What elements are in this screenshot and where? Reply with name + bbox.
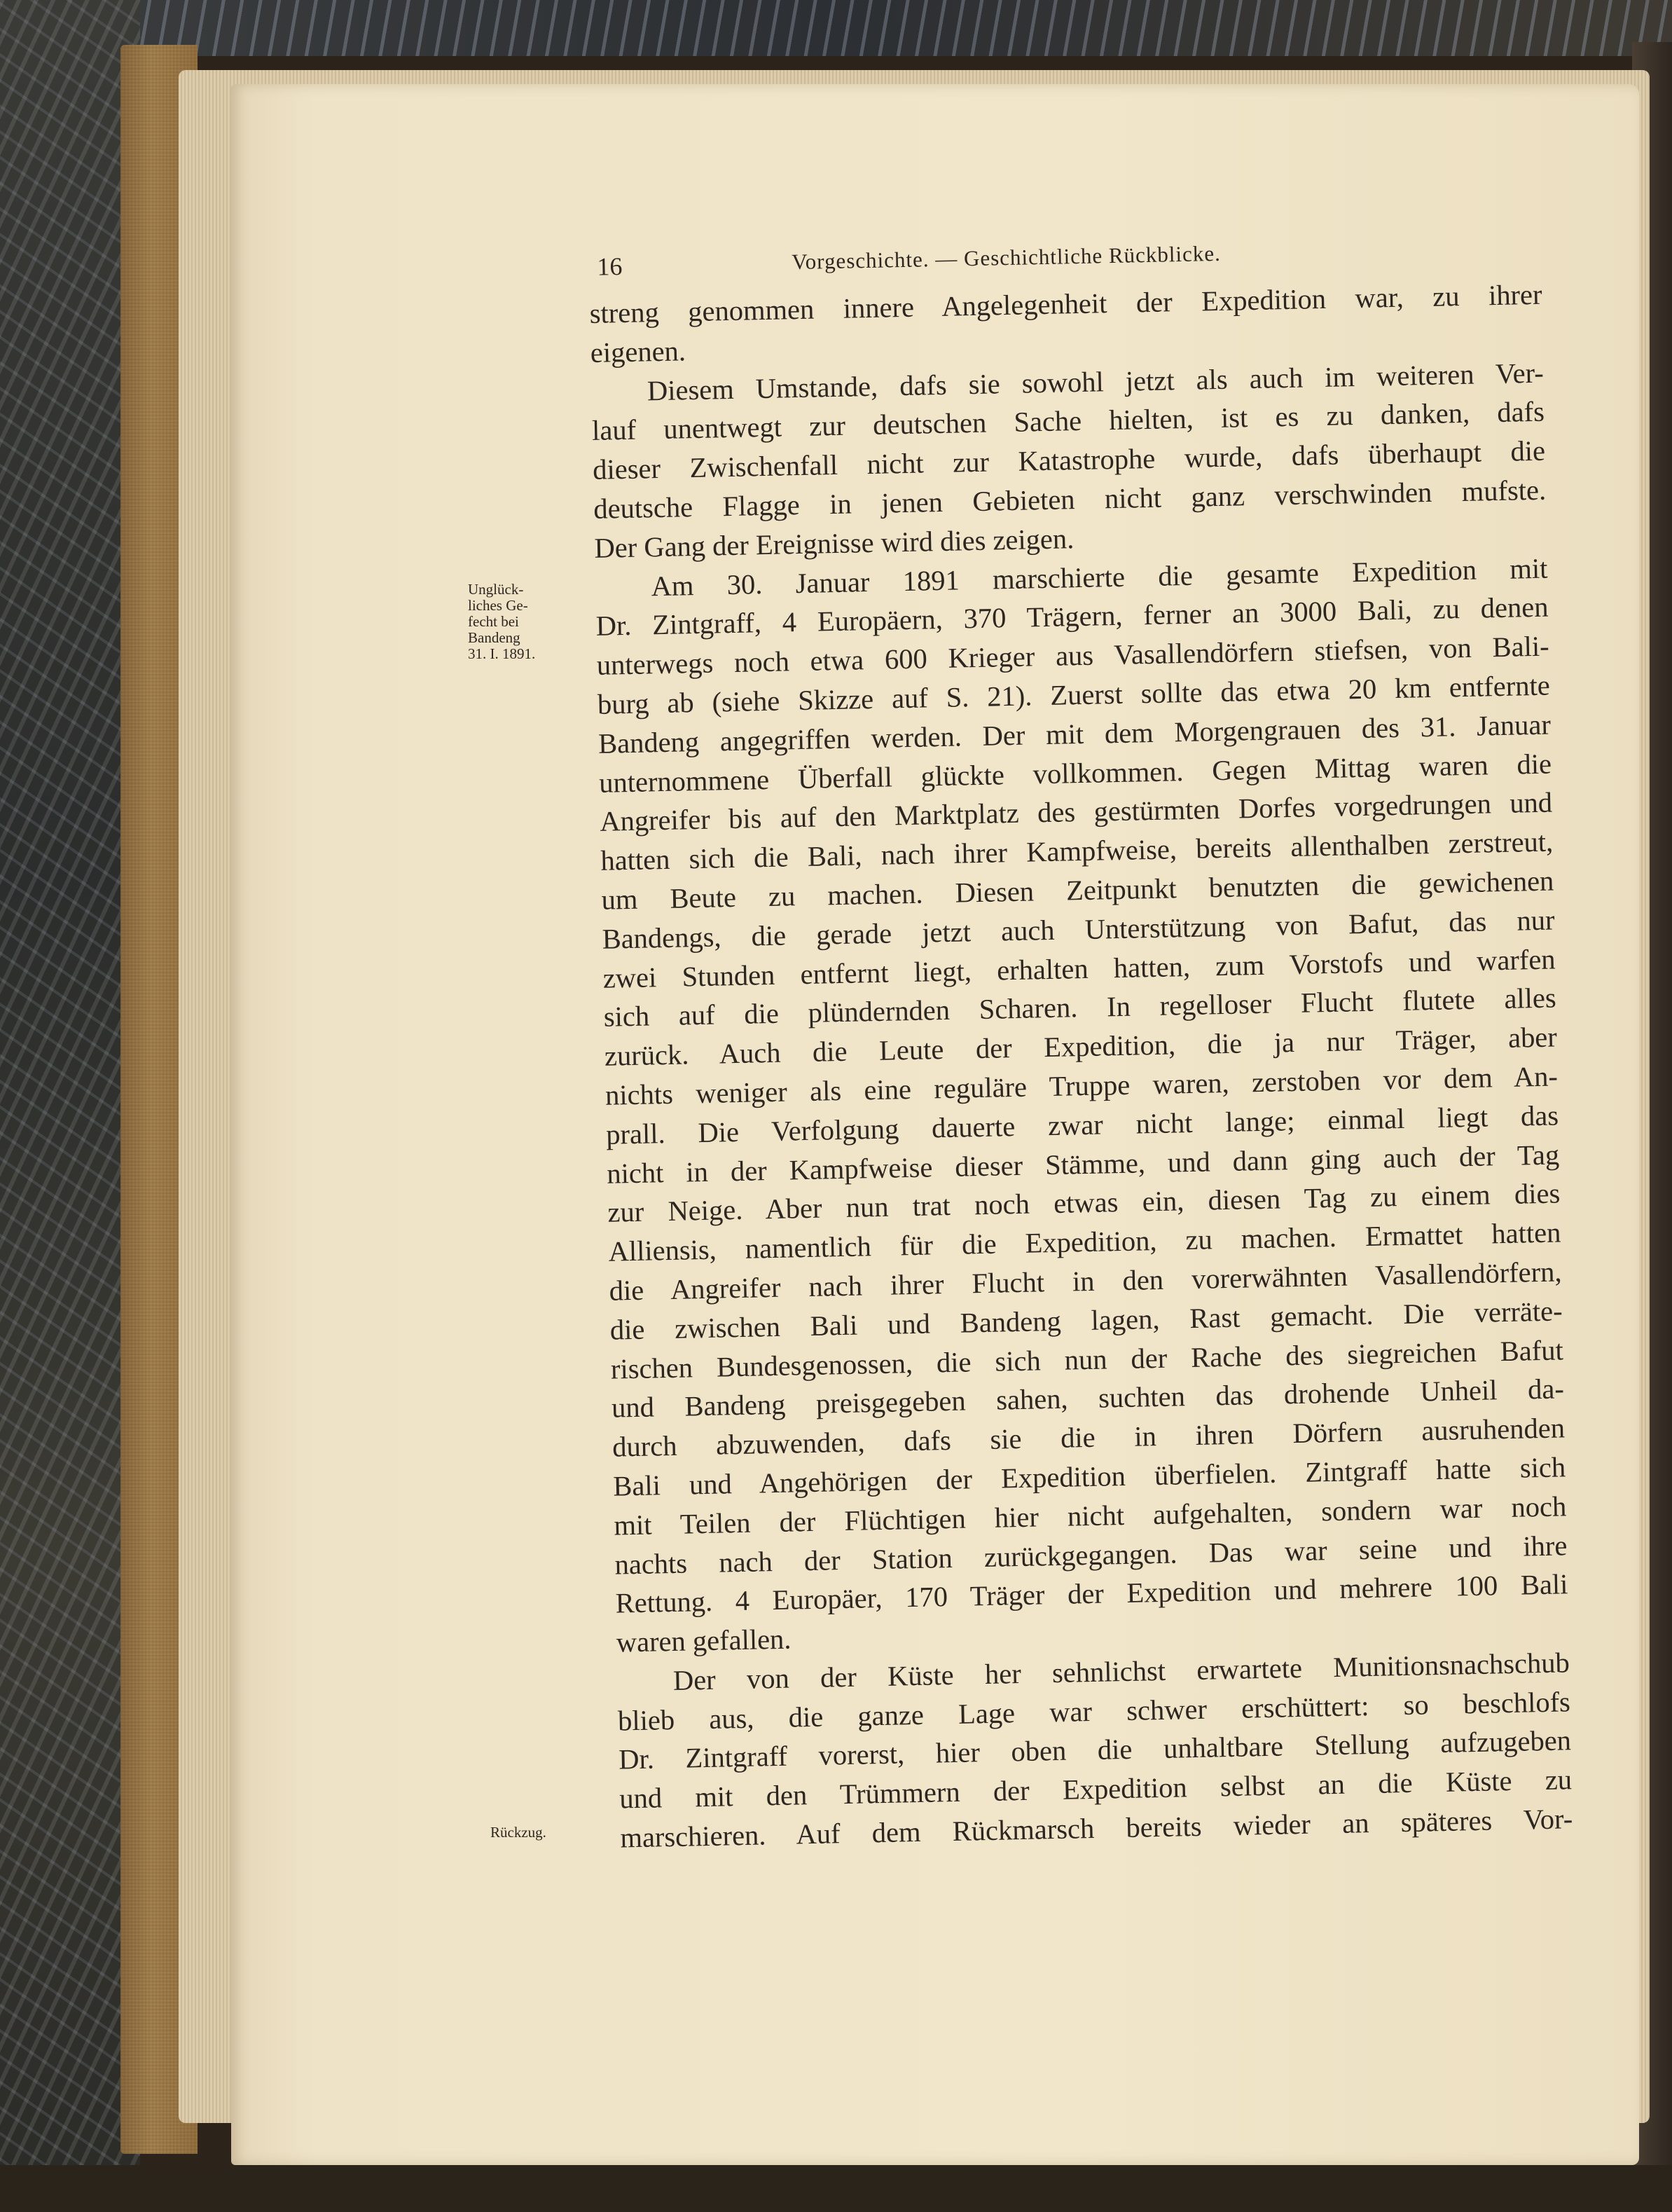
text-line: rischen Bundesgenossen, die sich nun der Rache des siegreichen Bafut [610,1333,1564,1385]
text-line: Bandengs, die gerade jetzt auch Unterstützung von Bafut, das nur [602,904,1555,955]
margin-note-line: fecht bei [468,613,519,630]
text-line: dieser Zwischenfall nicht zur Katastrophe wurde, dafs überhaupt die [592,434,1546,486]
text-line: streng genommen innere Angelegenheit der Expedition war, zu ihrer [589,278,1542,329]
text-line: und Bandeng preisgegeben sahen, suchten das drohende Unheil da- [611,1373,1565,1424]
margin-note-line: liches Ge- [468,597,528,614]
book-edge-bottom [0,2165,1672,2212]
paragraph [595,549,1569,1662]
margin-note-gefecht [468,582,566,662]
text-line: zur Neige. Aber nun trat noch etwas ein, diesen Tag zu einem dies [607,1177,1561,1229]
text-line: und mit den Trümmern der Expedition selbst an die Küste zu [619,1764,1573,1815]
text-line: Der von der Küste her sehnlichst erwartete Munitionsnachschub [672,1647,1570,1696]
text-line: nichts weniger als eine reguläre Truppe waren, zerstoben vor dem An- [604,1060,1559,1111]
text-line: burg ab (siehe Skizze auf S. 21). Zuerst sollte das etwa 20 km entfernte [597,669,1551,720]
text-line: die Angreifer nach ihrer Flucht in den vorerwähnten Vasallendörfern, [609,1256,1562,1307]
text-line: Am 30. Januar 1891 marschierte die gesamte Expedition mit [651,552,1548,602]
paragraph [616,1643,1573,1857]
text-block [588,233,1573,1858]
text-line: durch abzuwenden, dafs sie die in ihren Dörfern ausruhenden [612,1412,1566,1463]
text-line: Bandeng angegriffen werden. Der mit dem Morgengrauen des 31. Januar [597,708,1552,760]
text-line: nicht in der Kampfweise dieser Stämme, und dann ging auch der Tag [606,1138,1560,1190]
text-line: waren gefallen. [616,1623,792,1658]
text-line: nachts nach der Station zurückgegangen. Das war seine und ihre [614,1529,1568,1581]
margin-note-rueckzug: Rückzug. [490,1824,546,1841]
text-line: lauf unentwegt zur deutschen Sache hielten, ist es zu danken, dafs [591,396,1545,447]
text-line: Dr. Zintgraff vorerst, hier oben die unhaltbare Stellung aufzugeben [618,1724,1572,1776]
text-line: Diesem Umstande, dafs sie sowohl jetzt als auch im weiteren Ver- [647,357,1545,406]
text-line: unterwegs noch etwa 600 Krieger aus Vasallendörfern stiefsen, von Bali- [596,630,1550,682]
text-line: Bali und Angehörigen der Expedition überfielen. Zintgraff hatte sich [612,1451,1566,1502]
text-line: sich auf die plündernden Scharen. In regelloser Flucht flutete alles [603,982,1557,1033]
running-head: Vorgeschichte. — Geschichtliche Rückblicke. [791,240,1222,275]
margin-note-line: Unglück- [468,581,524,598]
book-cover-top [0,0,1672,56]
text-line: unternommene Überfall glückte vollkommen. Gegen Mittag waren die [598,748,1552,799]
text-line: marschieren. Auf dem Rückmarsch bereits wieder an späteres Vor- [619,1803,1573,1854]
page-number: 16 [597,252,623,281]
margin-note-line: Bandeng [468,629,520,646]
book-cover-marbled [0,0,140,2212]
text-line: hatten sich die Bali, nach ihrer Kampfweise, bereits allenthalben zerstreut, [600,825,1554,877]
text-line: Der Gang der Ereignisse wird dies zeigen. [594,522,1075,564]
text-line: blieb aus, die ganze Lage war schwer erschüttert: so beschlofs [617,1685,1571,1737]
text-line: zurück. Auch die Leute der Expedition, die ja nur Träger, aber [604,1021,1558,1072]
text-line: deutsche Flagge in jenen Gebieten nicht ganz verschwinden mufste. [593,474,1547,525]
text-line: eigenen. [590,335,686,369]
body-text [589,275,1573,1858]
text-line: die zwischen Bali und Bandeng lagen, Rast gemacht. Die verräte- [609,1295,1563,1346]
text-line: um Beute zu machen. Diesen Zeitpunkt benutzten die gewichenen [601,865,1554,916]
paragraph [590,353,1547,568]
margin-note-line: 31. I. 1891. [468,645,536,662]
text-line: mit Teilen der Flüchtigen hier nicht aufgehalten, sondern war noch [614,1490,1567,1541]
text-line: Alliensis, namentlich für die Expedition, zu machen. Ermattet hatten [608,1216,1561,1268]
text-line: zwei Stunden entfernt liegt, erhalten hatten, zum Vorstofs und warfen [602,943,1556,994]
text-line: Dr. Zintgraff, 4 Europäern, 370 Trägern, ferner an 3000 Bali, zu denen [595,591,1549,643]
text-line: Angreifer bis auf den Marktplatz des gestürmten Dorfes vorgedrungen und [599,786,1553,838]
text-line: prall. Die Verfolgung dauerte zwar nicht lange; einmal liegt das [605,1099,1559,1150]
text-line: Rettung. 4 Europäer, 170 Träger der Expedition und mehrere 100 Bali [615,1568,1568,1619]
